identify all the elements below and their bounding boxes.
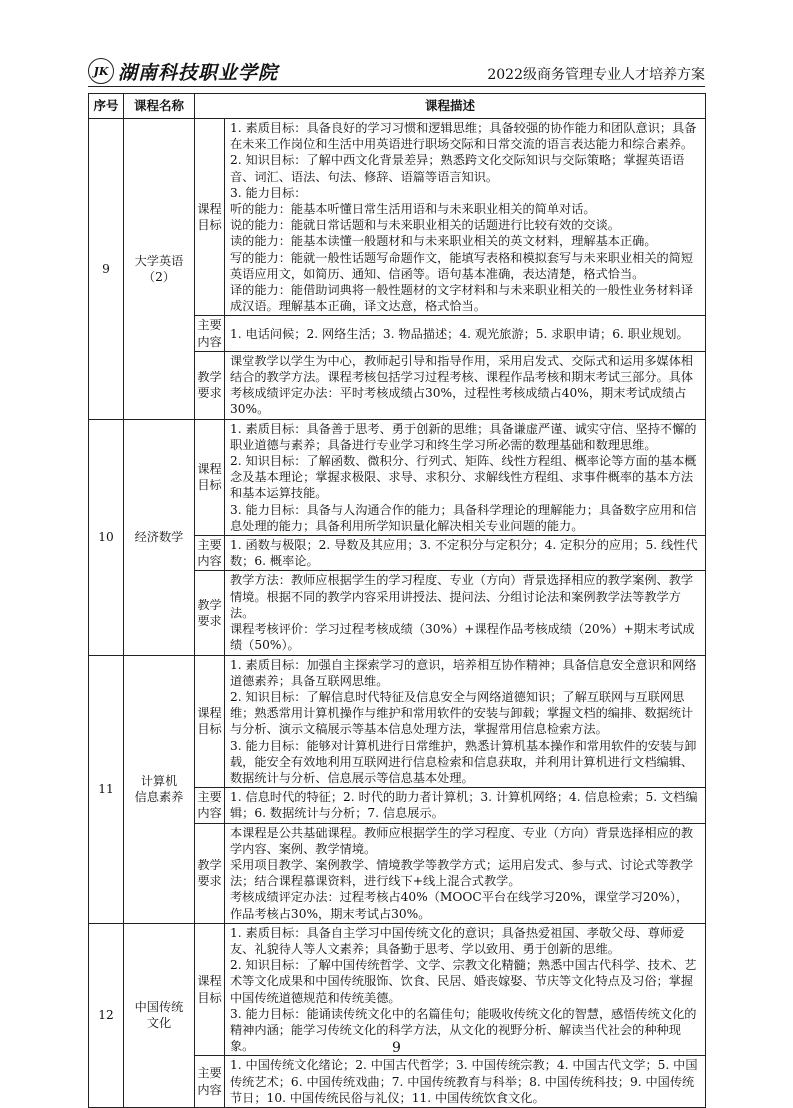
course-number: 11 — [89, 655, 124, 923]
column-header-course-name: 课程名称 — [124, 94, 195, 119]
section-label-line: 主要 — [197, 318, 222, 333]
description-paragraph: 本课程是公共基础课程。教师应根据学生的学习程度、专业（方向）背景选择相应的教学内容、案例、教学情境。 — [230, 825, 694, 856]
section-label — [195, 571, 225, 655]
description-paragraph: 2. 知识目标：了解信息时代特征及信息安全与网络道德知识；了解互联网与互联网思维；熟悉常用计算机操作与维护和常用软件的安装与卸载；掌握文档的编排、数据统计与分析、演示文稿展示等基本信息处理方法，掌握常用信息检索方法。 — [230, 689, 694, 737]
description-paragraph: 2. 知识目标：了解函数、微积分、行列式、矩阵、线性方程组、概率论等方面的基本概念及基本理论；掌握求极限、求导、求积分、求解线性方程组、求事件概率的基本方法和基本运算技能。 — [230, 454, 697, 501]
section-label-line: 教学 — [197, 597, 222, 612]
description-paragraph: 3. 能力目标：具备与人沟通合作的能力；具备科学理论的理解能力；具备数字应用和信息处理的能力；具备利用所学知识量化解决相关专业问题的能力。 — [230, 502, 697, 533]
table-header-row — [89, 94, 706, 119]
section-description — [225, 823, 706, 923]
description-paragraph: 1. 函数与极限；2. 导数及其应用；3. 不定积分与定积分；4. 定积分的应用；5. 线性代数；6. 概率论。 — [230, 538, 698, 569]
course-name-line: （2） — [142, 269, 176, 284]
course-name-line: 中国传统 — [134, 1000, 184, 1015]
description-paragraph: 课程考核评价：学习过程考核成绩（30%）+课程作品考核成绩（20%）+期末考试成绩（50%）。 — [230, 622, 695, 653]
section-label-line: 内容 — [197, 334, 222, 349]
description-paragraph: 1. 信息时代的特征；2. 时代的助力者计算机；3. 计算机网络；4. 信息检索；5. 文档编辑；6. 数据统计与分析；7. 信息展示。 — [230, 790, 698, 821]
course-name — [124, 655, 195, 923]
section-label-line: 课程 — [197, 202, 222, 217]
section-label-line: 要求 — [197, 613, 222, 628]
table-row — [89, 655, 706, 788]
page-header — [88, 58, 705, 86]
section-description — [225, 316, 706, 351]
section-description — [225, 536, 706, 571]
description-paragraph: 考核成绩评定办法：过程考核占40%（MOOC平台在线学习20%，课堂学习20%），作品考核占30%，期末考试占30%。 — [230, 890, 689, 921]
section-label-line: 要求 — [197, 874, 222, 889]
description-paragraph: 2. 知识目标：了解中国传统哲学、文学、宗教文化精髓；熟悉中国古代科学、技术、艺术等文化成果和中国传统服饰、饮食、民居、婚丧嫁娶、节庆等文化特点及习俗；掌握中国传统道德规范和传统美德。 — [230, 958, 697, 1005]
section-label-line: 目标 — [197, 722, 222, 737]
description-paragraph: 采用项目教学、案例教学、情境教学等教学方式；运用启发式、参与式、讨论式等教学法；结合课程慕课资料，进行线下+线上混合式教学。 — [230, 857, 694, 889]
table-body — [89, 119, 706, 1108]
description-paragraph: 1. 中国传统文化绪论；2. 中国古代哲学；3. 中国传统宗教；4. 中国古代文学；5. 中国传统艺术；6. 中国传统戏曲；7. 中国传统教育与科举；8. 中国传统科技；9. 中国传统节日；10. 中国传统民俗与礼仪；11. 中国传统饮食文化。 — [230, 1058, 698, 1105]
description-paragraph: 1. 素质目标：具备良好的学习习惯和逻辑思维；具备较强的协作能力和团队意识；具备在未来工作岗位和生活中用英语进行职场交际和日常交流的语言表达能力和综合素养。 — [230, 121, 697, 152]
description-paragraph: 2. 知识目标：了解中西文化背景差异；熟悉跨文化交际知识与交际策略；掌握英语语音、词汇、语法、句法、修辞、语篇等语言知识。 — [230, 153, 685, 184]
course-number: 9 — [89, 119, 124, 420]
description-paragraph: 课堂教学以学生为中心，教师起引导和指导作用，采用启发式、交际式和运用多媒体相结合的教学方法。课程考核包括学习过程考核、课程作品考核和期末考试三部分。具体考核成绩评定办法：平时考核成绩占30%，过程性考核成绩占40%，期末考试成绩占30%。 — [230, 353, 694, 417]
section-label-line: 教学 — [197, 370, 222, 385]
column-header-course-description: 课程描述 — [195, 94, 706, 119]
header-divider — [88, 86, 705, 87]
course-name-line: 大学英语 — [134, 253, 184, 268]
section-label-line: 课程 — [197, 706, 222, 721]
course-name-line: 文化 — [146, 1016, 172, 1031]
course-name-line: 信息素养 — [134, 790, 184, 805]
course-name — [124, 119, 195, 420]
section-label-line: 内容 — [197, 554, 222, 569]
section-label — [195, 823, 225, 923]
course-number: 10 — [89, 419, 124, 655]
section-description — [225, 351, 706, 419]
course-name-line: 计算机 — [140, 773, 178, 788]
section-description — [225, 119, 706, 316]
section-description — [225, 923, 706, 1056]
course-number: 12 — [89, 923, 124, 1107]
course-name — [124, 923, 195, 1107]
description-paragraph: 1. 素质目标：具备善于思考、勇于创新的思维；具备谦虚严谨、诚实守信、坚持不懈的职业道德与素养；具备进行专业学习和终生学习所必需的数理基础和数理思维。 — [230, 421, 697, 452]
school-logo — [88, 58, 278, 84]
section-label-line: 内容 — [197, 1082, 222, 1097]
section-label — [195, 1056, 225, 1108]
course-name-line: 经济数学 — [134, 529, 184, 544]
description-paragraph: 3. 能力目标：能诵读传统文化中的名篇佳句；能吸收传统文化的智慧，感悟传统文化的精神内涵；能学习传统文化的科学方法，从文化的视野分析、解读当代社会的种种现象。 — [230, 1006, 697, 1054]
document-title: 2022级商务管理专业人才培养方案 — [487, 67, 705, 83]
description-paragraph: 写的能力：能就一般性话题写命题作文，能填写表格和模拟套写与未来职业相关的简短英语应用文，如简历、通知、信函等。语句基本准确，表达清楚，格式恰当。 — [230, 250, 694, 281]
section-description — [225, 571, 706, 655]
section-label — [195, 788, 225, 823]
section-label-line: 主要 — [197, 1066, 222, 1081]
description-paragraph: 3. 能力目标：能够对计算机进行日常维护，熟悉计算机基本操作和常用软件的安装与卸载，能安全有效地利用互联网进行信息检索和信息获取，并利用计算机进行文档编辑、数据统计与分析、信息展示等信息基本处理。 — [230, 738, 697, 785]
description-paragraph: 3. 能力目标： — [230, 185, 307, 200]
school-name: 湖南科技职业学院 — [118, 61, 279, 84]
section-label — [195, 351, 225, 419]
section-label-line: 主要 — [197, 790, 222, 805]
section-label — [195, 655, 225, 788]
section-label-line: 主要 — [197, 538, 222, 553]
description-paragraph: 译的能力：能借助词典将一般性题材的文字材料和与未来职业相关的一般性业务材料译成汉语。理解基本正确，译文达意，格式恰当。 — [230, 283, 694, 314]
section-label — [195, 119, 225, 316]
section-description — [225, 788, 706, 823]
section-label-line: 要求 — [197, 386, 222, 401]
description-paragraph: 读的能力：能基本读懂一般题材和与未来职业相关的英文材料，理解基本正确。 — [230, 234, 657, 249]
page-number: 9 — [392, 1040, 401, 1056]
course-name — [124, 419, 195, 655]
section-description — [225, 655, 706, 788]
section-label-line: 内容 — [197, 806, 222, 821]
section-label — [195, 419, 225, 535]
table-row — [89, 923, 706, 1056]
table-row — [89, 419, 706, 535]
section-label-line: 课程 — [197, 974, 222, 989]
description-paragraph: 1. 电话问候；2. 网络生活；3. 物品描述；4. 观光旅游；5. 求职申请；6. 职业规划。 — [230, 326, 689, 341]
section-label-line: 课程 — [197, 462, 222, 477]
course-table — [88, 93, 706, 1108]
description-paragraph: 教学方法：教师应根据学生的学习程度、专业（方向）背景选择相应的教学案例、教学情境。根据不同的教学内容采用讲授法、提问法、分组讨论法和案例教学法等教学方法。 — [230, 573, 694, 620]
section-label-line: 目标 — [197, 990, 222, 1005]
description-paragraph: 1. 素质目标：具备自主学习中国传统文化的意识；具备热爱祖国、孝敬父母、尊师爱友、礼貌待人等人文素养；具备勤于思考、学以致用、勇于创新的思维。 — [230, 925, 685, 956]
section-label — [195, 316, 225, 351]
section-label-line: 目标 — [197, 218, 222, 233]
section-label-line: 目标 — [197, 478, 222, 493]
section-label — [195, 923, 225, 1056]
table-row — [89, 119, 706, 316]
section-label — [195, 536, 225, 571]
section-description — [225, 1056, 706, 1108]
school-emblem-icon: JK — [88, 58, 114, 84]
description-paragraph: 听的能力：能基本听懂日常生活用语和与未来职业相关的简单对话。 — [230, 202, 596, 217]
description-paragraph: 说的能力：能就日常话题和与未来职业相关的话题进行比较有效的交谈。 — [230, 218, 620, 233]
section-label-line: 教学 — [197, 857, 222, 872]
column-header-number: 序号 — [89, 94, 124, 119]
section-description — [225, 419, 706, 535]
description-paragraph: 1. 素质目标：加强自主探索学习的意识，培养相互协作精神；具备信息安全意识和网络道德素养；具备互联网思维。 — [230, 657, 697, 688]
